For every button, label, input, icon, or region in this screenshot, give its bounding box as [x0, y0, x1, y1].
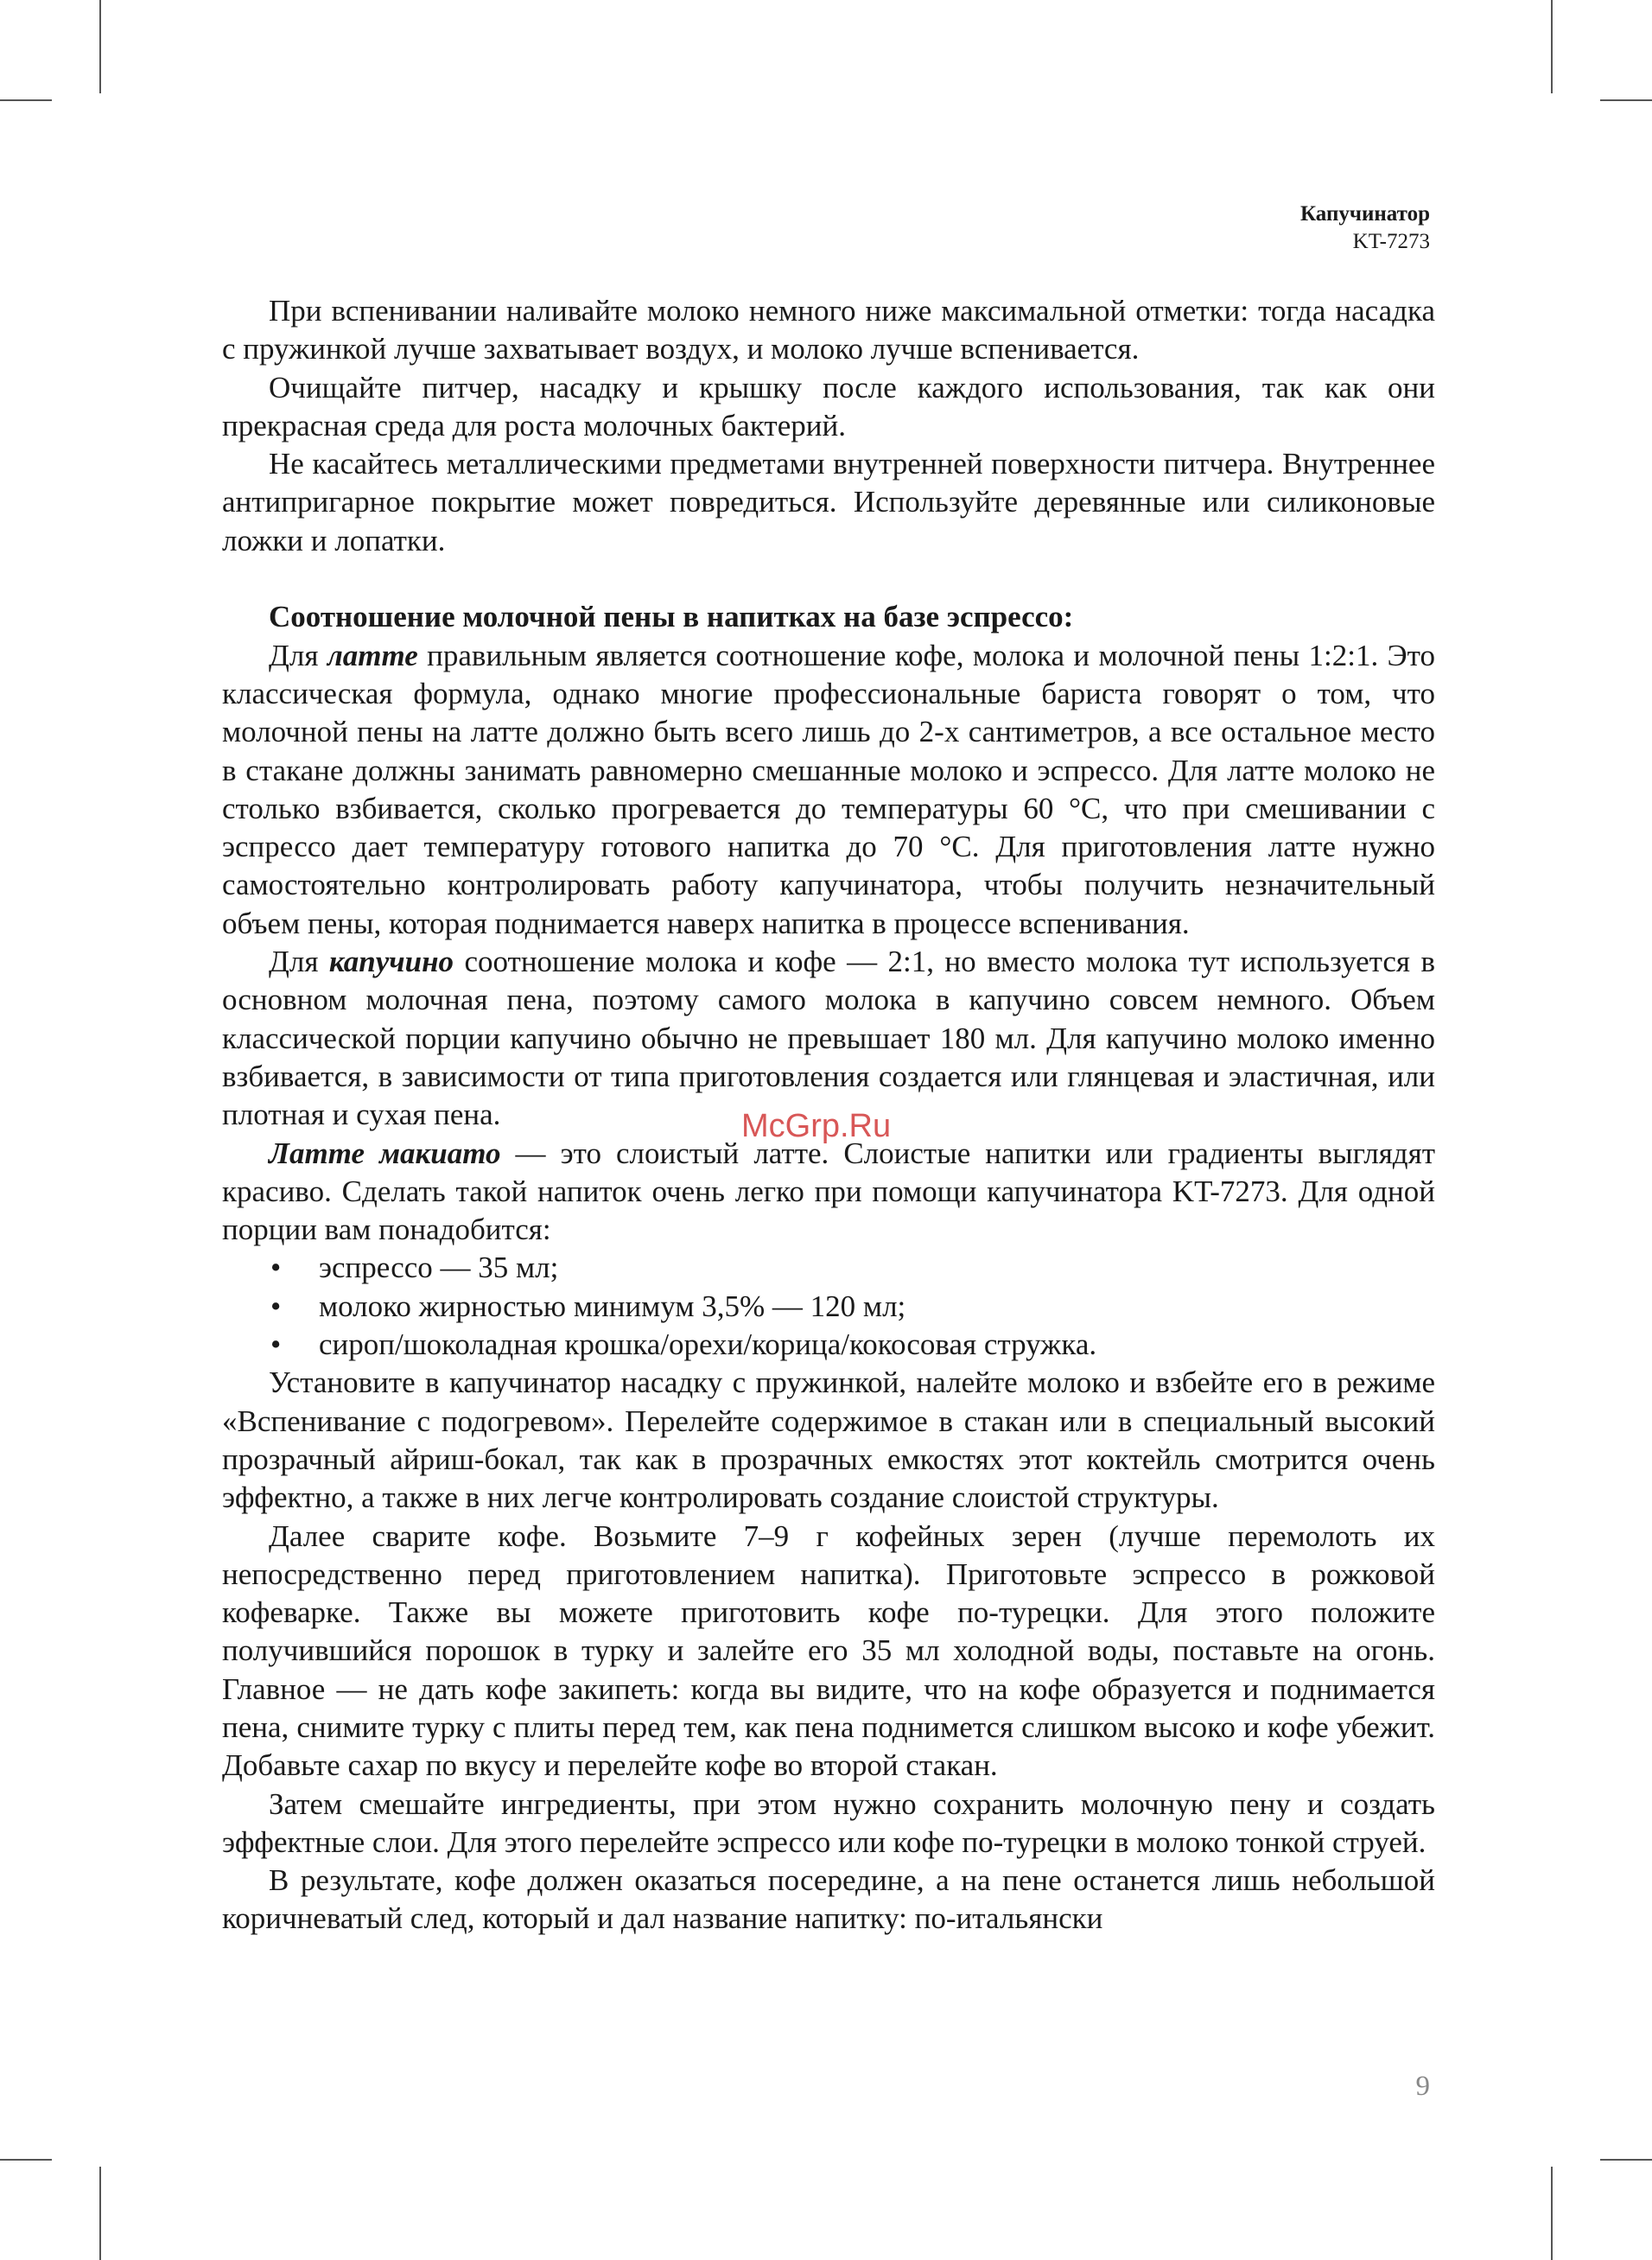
paragraph-macchiato: [222, 1135, 1435, 1250]
spacer: [222, 560, 1435, 598]
section-heading: Соотношение молочной пены в напитках на базе эспрессо:: [269, 600, 1074, 634]
crop-mark-top-right: [1551, 0, 1553, 93]
paragraph-cappuccino: [222, 943, 1435, 1134]
page-number: 9: [1415, 2071, 1430, 2102]
cappuccino-text: соотношение молока и кофе — 2:1, но вместо молока тут используется в основном молочная пена, поэтому самого молока в капучино совсем немного. Объем классической порции капучино обычно не превышает 180 мл. Для капучино молоко именно взбивается, в зависимости от типа приготовления создается или глянцевая и эластичная, или плотная и сухая пена.: [222, 945, 1435, 1132]
header-model: KT-7273: [1352, 230, 1430, 253]
paragraph-latte: [222, 637, 1435, 943]
list-item: • молоко жирностью минимум 3,5% — 120 мл;: [222, 1288, 1435, 1326]
paragraph-brew: Далее сварите кофе. Возьмите 7–9 г кофейных зерен (лучше перемолоть их непосредственно перед приготовлением напитка). Приготовьте эспрессо в рожковой кофеварке. Также вы можете приготовить кофе по-турецки. Для этого положите получившийся порошок в турку и залейте его 35 мл холодной воды, поставьте на огонь. Главное — не дать кофе закипеть: когда вы видите, что на кофе образуется и поднимается пена, снимите турку с плиты перед тем, как пена поднимется слишком высоко и кофе убежит. Добавьте сахар по вкусу и перелейте кофе во второй стакан.: [222, 1518, 1435, 1783]
crop-mark-bottom-right: [1551, 2167, 1553, 2260]
ingredient-list: [222, 1249, 1435, 1364]
term-macchiato: Латте макиато: [269, 1136, 501, 1170]
term-latte: латте: [327, 638, 418, 672]
crop-mark-bottom-left: [99, 2167, 101, 2260]
paragraph-metal-warning: Не касайтесь металлическими предметами внутренней поверхности питчера. Внутреннее антипригарное покрытие может повредиться. Используйте деревянные или силиконовые ложки и лопатки.: [222, 447, 1435, 557]
crop-mark-top-left: [99, 0, 101, 93]
list-item: • эспрессо — 35 мл;: [222, 1249, 1435, 1287]
header-title: Капучинатор: [1300, 202, 1430, 226]
paragraph-foaming: При вспенивании наливайте молоко немного ниже максимальной отметки: тогда насадка с пружинкой лучше захватывает воздух, и молоко лучше вспенивается.: [222, 294, 1435, 366]
latte-text: правильным является соотношение кофе, молока и молочной пены 1:2:1. Это классическая формула, однако многие профессиональные бариста говорят о том, что молочной пены на латте должно быть всего лишь до 2-х сантиметров, а все остальное место в стакане должны занимать равномерно смешанные молоко и эспрессо. Для латте молоко не столько взбивается, сколько прогревается до температуры 60 °С, что при смешивании с эспрессо дает температуру готового напитка до 70 °С. Для приготовления латте нужно самостоятельно контролировать работу капучинатора, чтобы получить незначительный объем пены, которая поднимается наверх напитка в процессе вспенивания.: [222, 638, 1435, 940]
latte-prefix: Для: [269, 638, 327, 672]
paragraph-install: Установите в капучинатор насадку с пружинкой, налейте молоко и взбейте его в режиме «Вспенивание с подогревом». Перелейте содержимое в стакан или в специальный высокий прозрачный айриш-бокал, так как в прозрачных емкостях этот коктейль смотрится очень эффектно, а также в них легче контролировать создание слоистой структуры.: [222, 1366, 1435, 1515]
cappuccino-prefix: Для: [269, 945, 329, 979]
running-header: [1300, 201, 1430, 256]
paragraph-cleaning: Очищайте питчер, насадку и крышку после каждого использования, так как они прекрасная среда для роста молочных бактерий.: [222, 370, 1435, 442]
term-cappuccino: капучино: [328, 945, 454, 979]
list-item: • сироп/шоколадная крошка/орехи/корица/кокосовая стружка.: [222, 1326, 1435, 1364]
paragraph-mix: Затем смешайте ингредиенты, при этом нужно сохранить молочную пену и создать эффектные слои. Для этого перелейте эспрессо или кофе по-турецки в молоко тонкой струей.: [222, 1786, 1435, 1859]
crop-mark-bottom-left-h: [0, 2159, 52, 2161]
crop-mark-bottom-right-h: [1600, 2159, 1652, 2161]
crop-mark-top-left-h: [0, 99, 52, 101]
macchiato-text: — это слоистый латте. Слоистые напитки или градиенты выглядят красиво. Сделать такой напиток очень легко при помощи капучинатора KT-7273. Для одной порции вам понадобится:: [222, 1136, 1435, 1247]
paragraph-result: В результате, кофе должен оказаться посередине, а на пене останется лишь небольшой коричневатый след, который и дал название напитку: по-итальянски: [222, 1863, 1435, 1936]
crop-mark-top-right-h: [1600, 99, 1652, 101]
watermark: McGrp.Ru: [741, 1108, 892, 1144]
